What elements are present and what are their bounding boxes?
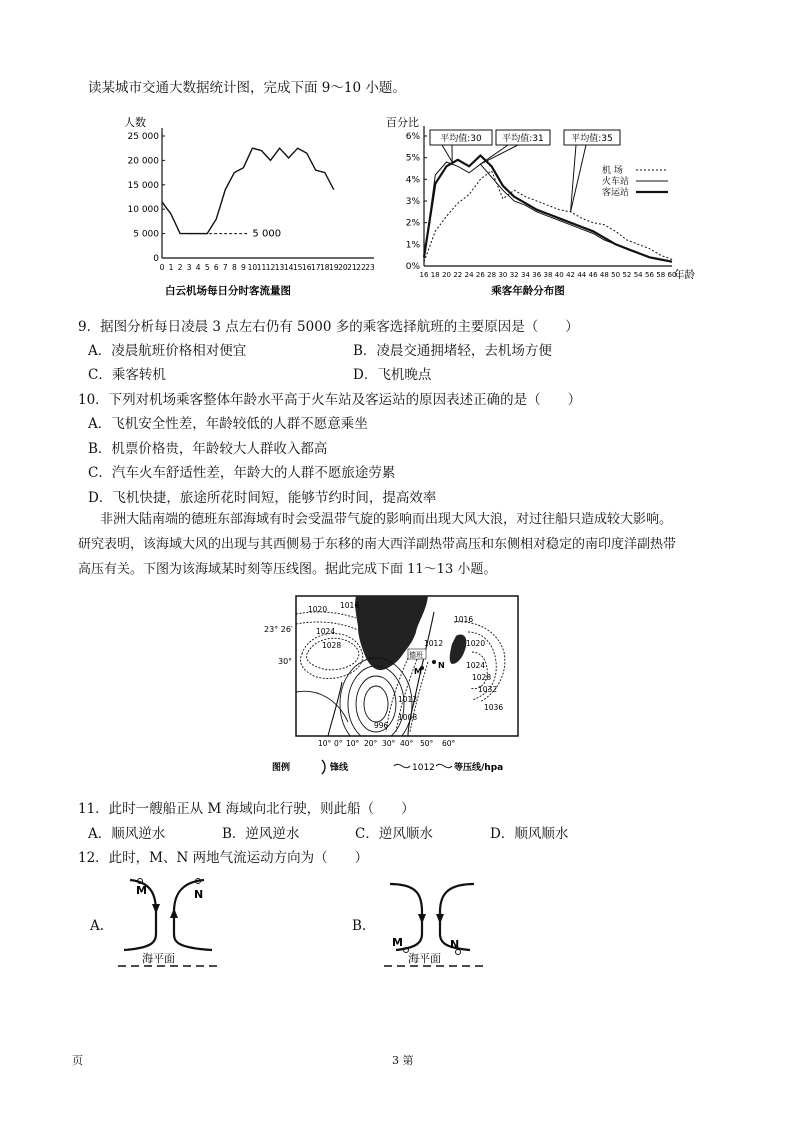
chart2-y-tick-label: 6%	[405, 132, 420, 142]
chart1-x-tick-label: 21	[347, 263, 357, 272]
question-10-option-a: A．飞机安全性差，年龄较低的人群不愿意乘坐	[88, 416, 368, 432]
chart1-series-line	[162, 148, 334, 233]
chart1-x-tick-label: 6	[213, 263, 219, 272]
question-9-option-a: A．凌晨航班价格相对便宜	[88, 343, 247, 359]
chart2-x-tick-label: 38	[543, 271, 553, 279]
question-12-stem: 12．此时，M、N 两地气流运动方向为（ ）	[78, 850, 369, 866]
question-12-option-a-label: A.	[90, 918, 105, 934]
chart2-annotation-label: 平均值:35	[571, 134, 613, 144]
chart2-annotation-pointer	[480, 145, 508, 164]
point-m-label: M	[392, 936, 403, 949]
chart1-x-tick-label: 15	[292, 263, 303, 272]
point-m-label: M	[414, 667, 422, 676]
chart1-y-tick-label: 10 000	[127, 205, 159, 216]
chart2-x-tick-label: 22	[453, 271, 463, 279]
longitude-label: 20°	[364, 739, 378, 748]
chart2-x-tick-label: 46	[588, 271, 598, 279]
question-9-option-b: B．凌晨交通拥堵轻，去机场方便	[353, 343, 552, 359]
longitude-label: 30°	[382, 739, 396, 748]
point-n-label: N	[438, 661, 445, 670]
question-12-option-a-diagram	[112, 872, 232, 972]
chart2-x-tick-label: 16	[419, 271, 429, 279]
legend-front-label: 锋线	[330, 763, 349, 773]
chart2-series-line	[424, 156, 672, 262]
longitude-label: 10°	[318, 739, 332, 748]
chart2-series-line	[424, 162, 672, 262]
isobar-map	[258, 592, 538, 782]
chart1-x-tick-label: 23	[365, 263, 375, 272]
chart1-x-tick-label: 19	[329, 263, 339, 272]
chart2-annotation-pointer	[442, 145, 452, 162]
question-11-option-a: A．顺风逆水	[88, 826, 166, 842]
chart2-x-tick-label: 32	[509, 271, 519, 279]
chart1-x-tick-label: 4	[195, 263, 201, 272]
isobar-label: 1012	[398, 695, 418, 704]
chart2-x-tick-label: 26	[475, 271, 485, 279]
chart1-x-tick-label: 3	[186, 263, 192, 272]
chart2-x-tick-label: 20	[442, 271, 452, 279]
chart2-y-tick-label: 5%	[405, 153, 420, 164]
chart2-legend-label: 客运站	[602, 188, 630, 198]
chart1-x-tick-label: 5	[204, 263, 210, 272]
chart1-ylabel: 人数	[124, 116, 146, 129]
chart2-x-tick-label: 48	[599, 271, 609, 279]
chart2-y-tick-label: 1%	[405, 240, 420, 251]
isobar-label: 1012	[424, 639, 444, 648]
chart2-x-tick-label: 44	[577, 271, 587, 279]
chart2-x-tick-label: 30	[498, 271, 508, 279]
chart2-ylabel: 百分比	[386, 116, 419, 129]
isobar-label: 1016	[340, 601, 360, 610]
isobar-label: 1036	[484, 703, 504, 712]
question-11-option-c: C．逆风顺水	[355, 826, 433, 842]
chart2-annotation-label: 平均值:30	[440, 134, 482, 144]
chart1-title: 白云机场每日分时客流量图	[165, 285, 291, 297]
chart2-x-tick-label: 40	[554, 271, 564, 279]
chart1-x-tick-label: 13	[274, 263, 285, 272]
chart1-x-tick-label: 1	[168, 263, 174, 272]
chart1-x-tick-label: 22	[356, 263, 366, 272]
isobar-label: 1016	[454, 615, 474, 624]
chart2-x-tick-label: 42	[566, 271, 576, 279]
chart2-legend-label: 机 场	[602, 166, 623, 176]
question-10-option-d: D．飞机快捷，旅途所花时间短，能够节约时间，提高效率	[88, 490, 437, 506]
sea-level-label: 海平面	[408, 952, 441, 965]
chart1-x-tick-label: 20	[338, 263, 348, 272]
chart1-y-tick-label: 5 000	[133, 229, 159, 240]
latitude-label: 30°	[278, 657, 293, 666]
isobar-label: 1020	[466, 639, 486, 648]
question-11-option-b: B．逆风逆水	[222, 826, 300, 842]
chart1-x-tick-label: 16	[301, 263, 312, 272]
intro-text-2-line-1: 非洲大陆南端的德班东部海域有时会受温带气旋的影响而出现大风大浪，对过往船只造成较大影响。	[100, 512, 673, 527]
chart2-x-tick-label: 24	[464, 271, 474, 279]
chart1-x-tick-label: 14	[283, 263, 294, 272]
chart2-x-tick-label: 54	[633, 271, 643, 279]
chart2-annotation-label: 平均值:31	[502, 134, 544, 144]
isobar-label: 1028	[322, 641, 342, 650]
legend-isobar-label: 等压线/hpa	[454, 763, 504, 773]
longitude-label: 0°	[334, 739, 343, 748]
footer-left: 页	[72, 1054, 83, 1067]
chart2-x-tick-label: 56	[644, 271, 654, 279]
question-12-option-b-label: B.	[352, 918, 367, 934]
chart1-x-tick-label: 2	[177, 263, 183, 272]
passenger-age-distribution-chart	[378, 110, 698, 300]
chart2-legend-label: 火车站	[602, 177, 630, 187]
chart2-x-tick-label: 50	[611, 271, 621, 279]
chart2-annotation-pointer	[480, 145, 518, 164]
longitude-label: 10°	[346, 739, 360, 748]
chart2-x-tick-label: 18	[430, 271, 440, 279]
airport-hourly-passenger-chart	[118, 110, 380, 300]
point-m-label: M	[136, 884, 147, 897]
chart1-x-tick-label: 9	[241, 263, 246, 272]
chart1-x-tick-label: 7	[222, 263, 228, 272]
legend-title: 图例	[272, 763, 291, 773]
question-11-option-d: D．顺风顺水	[490, 826, 569, 842]
point-n-label: N	[194, 888, 204, 901]
point-n-label: N	[450, 938, 460, 951]
question-9-stem: 9．据图分析每日凌晨 3 点左右仍有 5000 多的乘客选择航班的主要原因是（ ）	[78, 319, 579, 335]
city-label-durban: 德班	[409, 651, 423, 659]
chart2-y-tick-label: 2%	[405, 218, 420, 229]
intro-text-1: 读某城市交通大数据统计图，完成下面 9～10 小题。	[88, 80, 406, 96]
chart1-x-tick-label: 10	[247, 263, 258, 272]
question-10-option-c: C．汽车火车舒适性差，年龄大的人群不愿旅途劳累	[88, 465, 396, 481]
question-9-option-d: D．飞机晚点	[353, 367, 432, 383]
chart1-x-tick-label: 12	[265, 263, 276, 272]
chart2-x-tick-label: 36	[532, 271, 542, 279]
chart1-y-tick-label: 15 000	[127, 180, 159, 191]
question-10-stem: 10．下列对机场乘客整体年龄水平高于火车站及客运站的原因表述正确的是（ ）	[78, 392, 582, 408]
intro-text-2-line-2: 研究表明，该海域大风的出现与其西侧易于东移的南大西洋副热带高压和东侧相对稳定的南印度洋副热带	[78, 537, 677, 552]
question-12-option-b-diagram	[378, 872, 498, 972]
chart2-y-tick-label: 0%	[405, 262, 420, 272]
chart1-y-tick-label: 0	[153, 254, 159, 264]
isobar-label: 1028	[472, 673, 492, 682]
question-9-option-c: C．乘客转机	[88, 367, 166, 383]
isobar-label: 1008	[398, 713, 418, 722]
isobar-label: 1032	[478, 685, 498, 694]
chart1-x-tick-label: 17	[310, 263, 321, 272]
longitude-label: 60°	[442, 739, 456, 748]
legend-isobar-value: 1012	[412, 763, 435, 773]
chart2-y-tick-label: 4%	[405, 175, 420, 186]
intro-text-2-line-3: 高压有关。下图为该海域某时刻等压线图。据此完成下面 11～13 小题。	[78, 562, 497, 577]
chart2-x-tick-label: 28	[487, 271, 497, 279]
chart2-x-tick-label: 34	[520, 271, 530, 279]
chart1-y-tick-label: 25 000	[127, 132, 159, 142]
sea-level-label: 海平面	[142, 952, 175, 965]
chart1-annotation-label: 5 000	[252, 228, 282, 240]
chart2-x-tick-label: 52	[622, 271, 632, 279]
chart2-x-tick-label: 58	[656, 271, 666, 279]
chart1-x-tick-label: 18	[320, 263, 330, 272]
isobar-label: 1024	[316, 627, 336, 636]
longitude-label: 50°	[420, 739, 434, 748]
chart2-x-tick-label: 60	[667, 271, 677, 279]
isobar-label: 1020	[308, 605, 328, 614]
chart1-y-tick-label: 20 000	[127, 156, 159, 167]
isobar-label: 996	[374, 721, 389, 730]
chart1-x-tick-label: 11	[256, 263, 267, 272]
question-11-stem: 11．此时一艘船正从 M 海域向北行驶，则此船（ ）	[78, 801, 415, 817]
chart2-y-tick-label: 3%	[405, 197, 420, 207]
question-10-option-b: B．机票价格贵，年龄较大人群收入都高	[88, 441, 328, 457]
longitude-label: 40°	[400, 739, 414, 748]
chart1-x-tick-label: 0	[159, 263, 165, 272]
chart2-xlabel: 年龄	[674, 269, 695, 281]
footer-page-number: 3 第	[392, 1054, 414, 1067]
chart2-title: 乘客年龄分布图	[491, 285, 565, 297]
isobar-label: 1024	[466, 661, 486, 670]
latitude-label: 23° 26′	[264, 625, 293, 634]
chart1-x-tick-label: 8	[231, 263, 237, 272]
